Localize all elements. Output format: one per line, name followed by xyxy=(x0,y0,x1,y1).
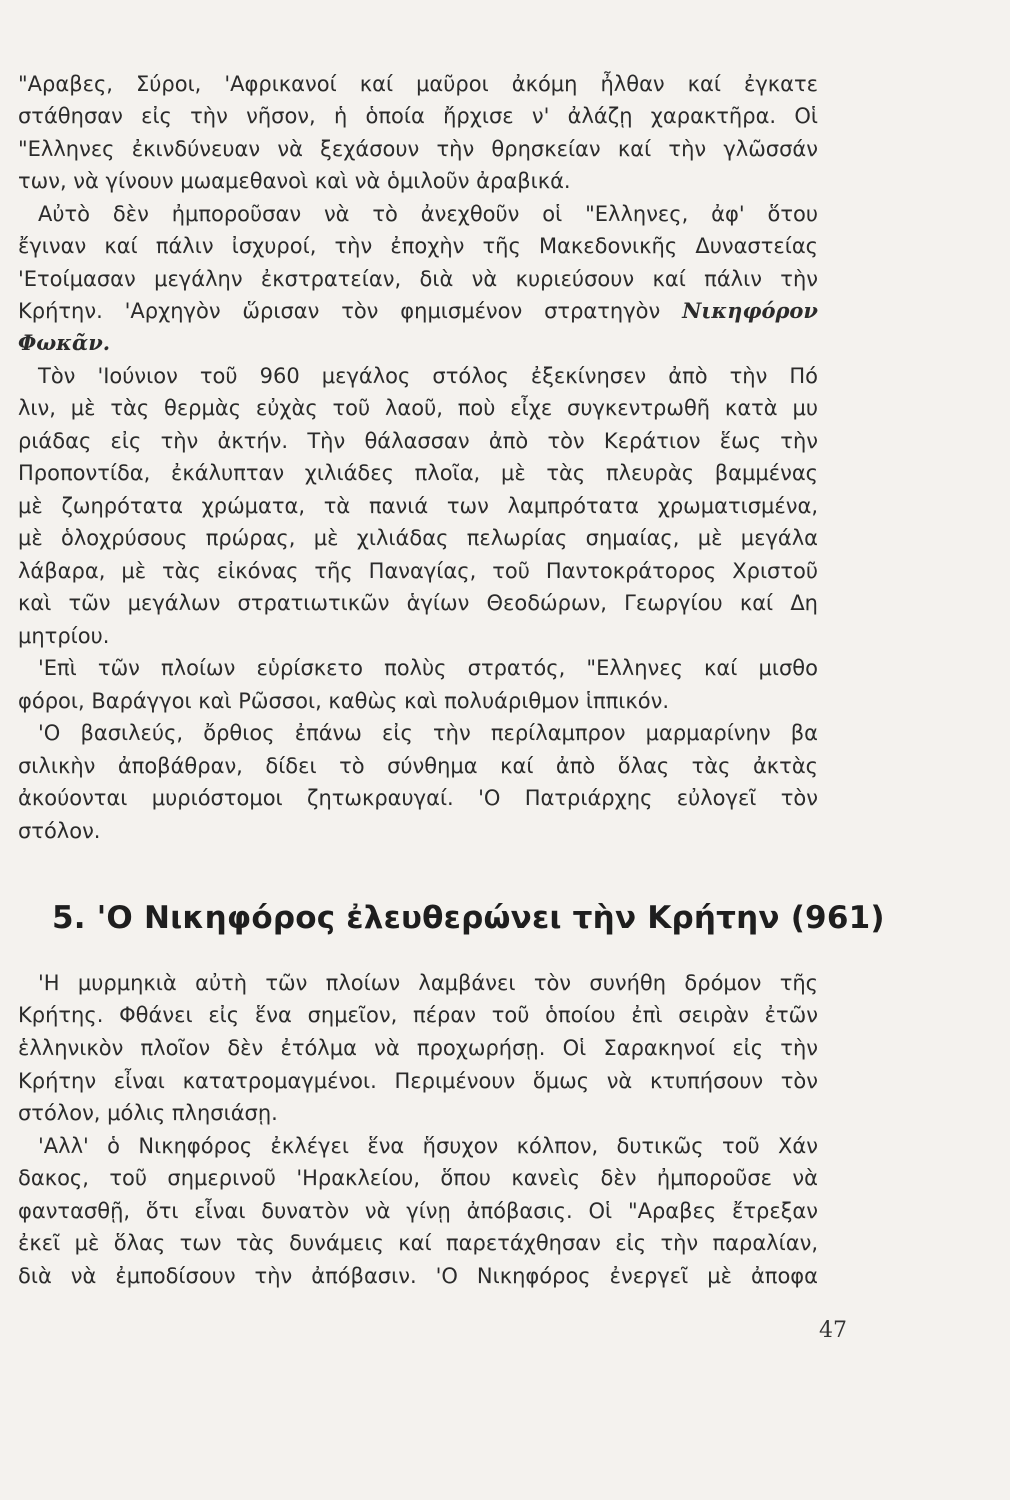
text-line: μὲ ὁλοχρύσους πρώρας, μὲ χιλιάδας πελωρίας σημαίας, μὲ μεγάλα xyxy=(18,526,818,550)
text-line: ἑλληνικὸν πλοῖον δὲν ἐτόλμα νὰ προχωρήσῃ. Οἱ Σαρακηνοί εἰς τὴν xyxy=(18,1036,818,1060)
text-line: των, νὰ γίνουν μωαμεθανοὶ καὶ νὰ ὁμιλοῦν ἀραβικά. xyxy=(18,169,571,193)
text-line: μητρίου. xyxy=(18,624,110,648)
text-line: 'Ο βασιλεύς, ὄρθιος ἐπάνω εἰς τὴν περίλαμπρον μαρμαρίνην βα xyxy=(38,721,818,745)
name-nikiforos: Νικηφόρον xyxy=(682,298,818,323)
text-line: ἔγιναν καί πάλιν ἰσχυροί, τὴν ἐποχὴν τῆς Μακεδονικῆς Δυναστείας xyxy=(18,234,818,258)
text-line: Τὸν 'Ιούνιον τοῦ 960 μεγάλος στόλος ἐξεκίνησεν ἀπὸ τὴν Πό xyxy=(38,364,818,388)
text-line: δακος, τοῦ σημερινοῦ 'Ηρακλείου, ὅπου κανεὶς δὲν ἠμποροῦσε νὰ xyxy=(18,1166,818,1190)
name-fokas: Φωκᾶν. xyxy=(18,330,111,355)
text-line: Κρήτης. Φθάνει εἰς ἕνα σημεῖον, πέραν τοῦ ὁποίου ἐπὶ σειρὰν ἐτῶν xyxy=(18,1003,818,1027)
text-line: λάβαρα, μὲ τὰς εἰκόνας τῆς Παναγίας, τοῦ Παντοκράτορος Χριστοῦ xyxy=(18,559,818,583)
text-line: "Αραβες, Σύροι, 'Αφρικανοί καί μαῦροι ἀκόμη ἦλθαν καί ἐγκατε xyxy=(18,72,818,96)
text-line: φόροι, Βαράγγοι καὶ Ρῶσσοι, καθὼς καὶ πολυάριθμον ἱππικόν. xyxy=(18,689,670,713)
text-line: 'Η μυρμηκιὰ αὐτὴ τῶν πλοίων λαμβάνει τὸν συνήθη δρόμον τῆς xyxy=(38,971,818,995)
text-line: Προποντίδα, ἐκάλυπταν χιλιάδες πλοῖα, μὲ τὰς πλευρὰς βαμμένας xyxy=(18,461,818,485)
text-line xyxy=(18,328,818,358)
text-line: Κρήτην εἶναι κατατρομαγμένοι. Περιμένουν ὅμως νὰ κτυπήσουν τὸν xyxy=(18,1069,818,1093)
text-line-strategos-main: Κρήτην. 'Αρχηγὸν ὥρισαν τὸν φημισμένον στρατηγὸν xyxy=(18,299,661,323)
text-line: στόλον, μόλις πλησιάσῃ. xyxy=(18,1101,278,1125)
text-line: 'Επὶ τῶν πλοίων εὑρίσκετο πολὺς στρατός, "Ελληνες καί μισθο xyxy=(38,656,818,680)
text-line: 'Αλλ' ὁ Νικηφόρος ἐκλέγει ἕνα ἥσυχον κόλπον, δυτικῶς τοῦ Χάν xyxy=(38,1134,818,1158)
text-line: σιλικὴν ἀποβάθραν, δίδει τὸ σύνθημα καί ἀπὸ ὅλας τὰς ἀκτὰς xyxy=(18,754,818,778)
page-number: 47 xyxy=(819,1318,847,1343)
text-line: "Ελληνες ἐκινδύνευαν νὰ ξεχάσουν τὴν θρησκείαν καί τὴν γλῶσσάν xyxy=(18,137,818,161)
text-line: στόλον. xyxy=(18,819,101,843)
text-line: διὰ νὰ ἐμποδίσουν τὴν ἀπόβασιν. 'Ο Νικηφόρος ἐνεργεῖ μὲ ἀποφα xyxy=(18,1264,818,1288)
text-line: φαντασθῇ, ὅτι εἶναι δυνατὸν νὰ γίνῃ ἀπόβασις. Οἱ "Αραβες ἔτρεξαν xyxy=(18,1199,818,1223)
text-line: 'Ετοίμασαν μεγάλην ἐκστρατείαν, διὰ νὰ κυριεύσουν καί πάλιν τὴν xyxy=(18,267,818,291)
text-line-strategos xyxy=(18,296,818,326)
text-line: λιν, μὲ τὰς θερμὰς εὐχὰς τοῦ λαοῦ, ποὺ εἶχε συγκεντρωθῆ κατὰ μυ xyxy=(18,396,818,420)
text-line: Αὐτὸ δὲν ἠμποροῦσαν νὰ τὸ ἀνεχθοῦν οἱ "Ελληνες, ἀφ' ὅτου xyxy=(38,202,818,226)
text-line: ἀκούονται μυριόστομοι ζητωκραυγαί. 'Ο Πατριάρχης εὐλογεῖ τὸν xyxy=(18,786,818,810)
section-heading: 5. 'Ο Νικηφόρος ἐλευθερώνει τὴν Κρήτην (961) xyxy=(52,900,885,936)
text-line: ἐκεῖ μὲ ὅλας των τὰς δυνάμεις καί παρετάχθησαν εἰς τὴν παραλίαν, xyxy=(18,1231,818,1255)
text-line: μὲ ζωηρότατα χρώματα, τὰ πανιά των λαμπρότατα χρωματισμένα, xyxy=(18,494,818,518)
text-line: ριάδας εἰς τὴν ἀκτήν. Τὴν θάλασσαν ἀπὸ τὸν Κεράτιον ἕως τὴν xyxy=(18,429,818,453)
text-line: καὶ τῶν μεγάλων στρατιωτικῶν ἁγίων Θεοδώρων, Γεωργίου καί Δη xyxy=(18,591,818,615)
text-line: στάθησαν εἰς τὴν νῆσον, ἡ ὁποία ἤρχισε ν' ἀλάζῃ χαρακτῆρα. Οἱ xyxy=(18,104,818,128)
